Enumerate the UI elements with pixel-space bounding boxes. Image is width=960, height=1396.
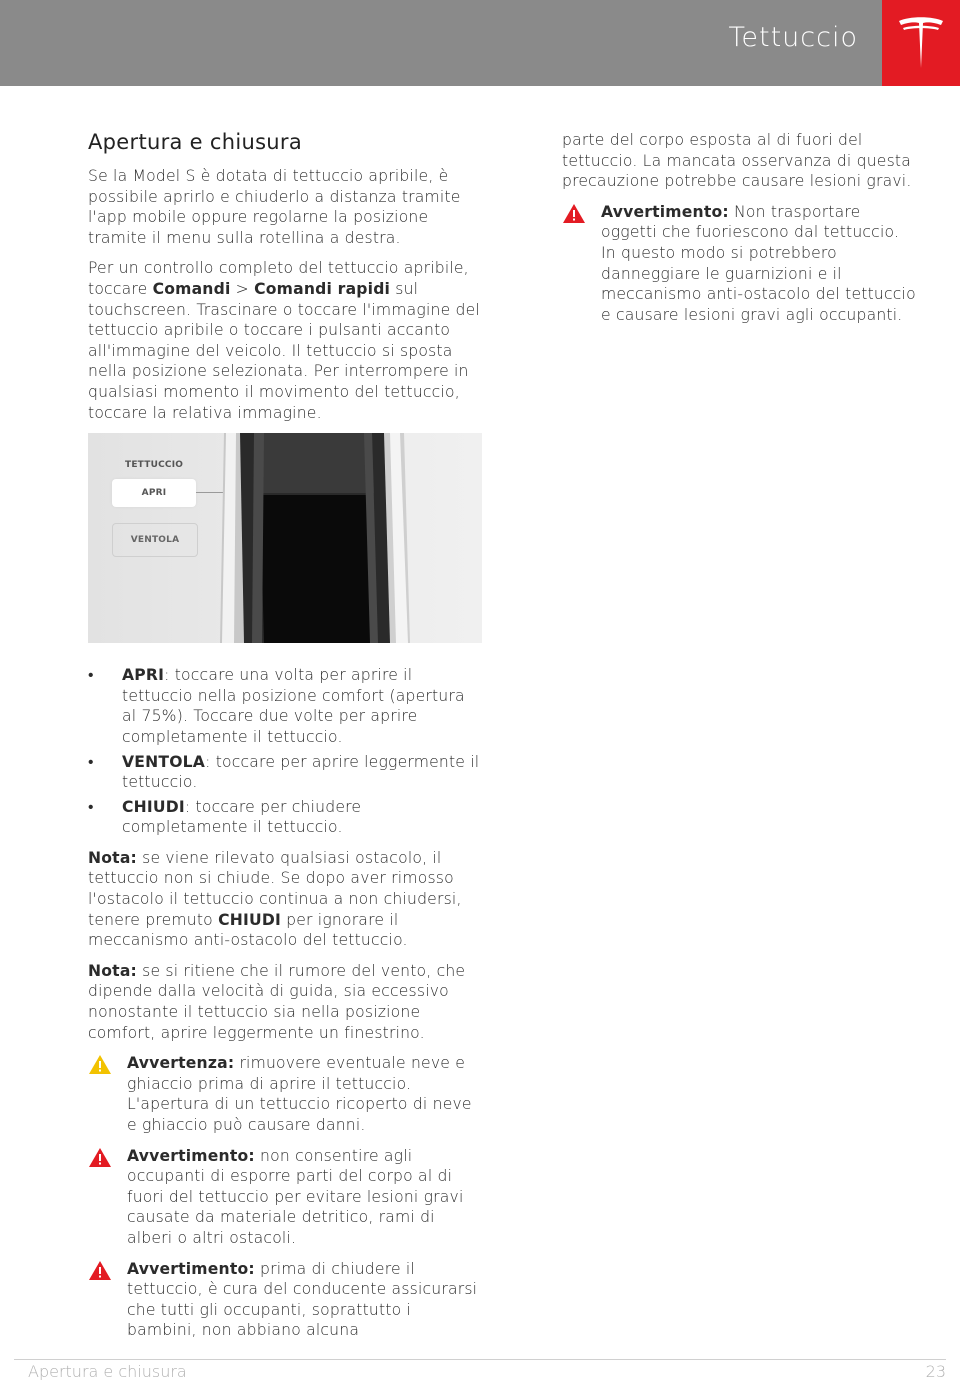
caution-text: rimuovere eventuale neve e ghiaccio prima di aprire il tettuccio. L'apertura di un tettuccio ricoperto di neve e ghiaccio può causare danni. [127, 1054, 472, 1134]
bullet-text: : toccare una volta per aprire il tettuccio nella posizione comfort (apertura al 75%). Toccare due volte per aprire completamente il tettuccio. [122, 666, 465, 746]
warning-label: Avvertimento: [127, 1146, 255, 1165]
intro-paragraph: Se la Model S è dotata di tettuccio apribile, è possibile aprirlo e chiuderlo a distanza tramite l'app mobile oppure regolarne la posizione tramite il menu sulla rotellina a destra. [88, 167, 461, 247]
bullet-icon: • [88, 797, 94, 816]
footer-section-title: Apertura e chiusura [28, 1362, 187, 1381]
warning-closing [88, 1259, 484, 1341]
figure-ventola-button: VENTOLA [112, 523, 198, 557]
footer-divider [14, 1359, 946, 1360]
text-run: Per un controllo completo del tettuccio apribile, toccare [88, 259, 469, 298]
controls-paragraph [88, 258, 484, 423]
right-column [562, 130, 916, 335]
note-obstacle [88, 848, 484, 951]
warning-label: Avvertimento: [127, 1259, 255, 1278]
ui-term-comandi-rapidi: Comandi rapidi [254, 279, 391, 298]
caution-icon [88, 1054, 112, 1075]
warning-icon [88, 1260, 112, 1281]
ui-term-chiudi: CHIUDI [218, 910, 281, 929]
warning-continuation: parte del corpo esposta al di fuori del tettuccio. La mancata osservanza di questa precauzione potrebbe causare lesioni gravi. [562, 131, 912, 191]
bullet-term: CHIUDI [122, 797, 185, 816]
text-run: sul touchscreen. Trascinare o toccare l'immagine del tettuccio apribile o toccare i pulsanti accanto all'immagine del veicolo. Il tettuccio si sposta nella posizione selezionata. Per interrompere in qualsiasi momento il movimento del tettuccio, toccare la relativa immagine. [88, 279, 480, 422]
brand-logo [882, 0, 960, 86]
sunroof-touchscreen-figure [88, 433, 482, 643]
page-header [0, 0, 960, 86]
bullet-term: VENTOLA [122, 752, 206, 771]
list-item [88, 665, 484, 747]
tesla-logo-icon [897, 14, 945, 70]
bullet-icon: • [88, 666, 94, 685]
warning-text: non consentire agli occupanti di esporre parti del corpo al di fuori del tettuccio per evitare lesioni gravi causate da materiale detritico, rami di alberi o altri ostacoli. [127, 1146, 464, 1247]
figure-apri-button: APRI [112, 479, 196, 507]
list-item [88, 797, 484, 838]
bullet-icon: • [88, 752, 94, 771]
bullet-text: : toccare per aprire leggermente il tettuccio. [122, 752, 480, 792]
list-item [88, 752, 484, 793]
warning-icon [88, 1147, 112, 1168]
warning-text: prima di chiudere il tettuccio, è cura del conducente assicurarsi che tutti gli occupanti, soprattutto i bambini, non abbiano alcuna [127, 1259, 478, 1340]
note-wind-noise [88, 961, 484, 1043]
text-run: se si ritiene che il rumore del vento, che dipende dalla velocità di guida, sia eccessivo nonostante il tettuccio sia nella posizione comfort, aprire leggermente un finestrino. [88, 961, 466, 1042]
warning-body-parts [88, 1146, 484, 1249]
bullet-text: : toccare per chiudere completamente il tettuccio. [122, 797, 362, 837]
warning-text: Non trasportare oggetti che fuoriescono dal tettuccio. In questo modo si potrebbero danneggiare le guarnizioni e il meccanismo anti-ostacolo del tettuccio e causare lesioni gravi agli occupanti. [601, 202, 916, 324]
text-run: > [230, 279, 255, 298]
warning-icon [562, 203, 586, 224]
ui-term-comandi: Comandi [152, 279, 231, 298]
bullet-term: APRI [122, 666, 165, 685]
section-heading: Apertura e chiusura [88, 130, 303, 154]
caution-label: Avvertenza: [127, 1054, 235, 1073]
note-label: Nota: [88, 848, 137, 867]
left-column [88, 128, 484, 1351]
warning-objects [562, 202, 916, 326]
text-run: per ignorare il meccanismo anti-ostacolo del tettuccio. [88, 910, 408, 950]
warning-label: Avvertimento: [601, 202, 729, 221]
button-list [88, 665, 484, 838]
page-number: 23 [925, 1362, 946, 1381]
figure-label-tettuccio: TETTUCCIO [125, 460, 184, 471]
note-label: Nota: [88, 961, 137, 980]
car-roof-image [214, 433, 414, 643]
page-title: Tettuccio [728, 22, 858, 53]
text-run: se viene rilevato qualsiasi ostacolo, il tettuccio non si chiude. Se dopo aver rimosso l'ostacolo il tettuccio continua a non chiudersi, tenere premuto [88, 848, 462, 929]
caution-snow-ice [88, 1053, 484, 1135]
